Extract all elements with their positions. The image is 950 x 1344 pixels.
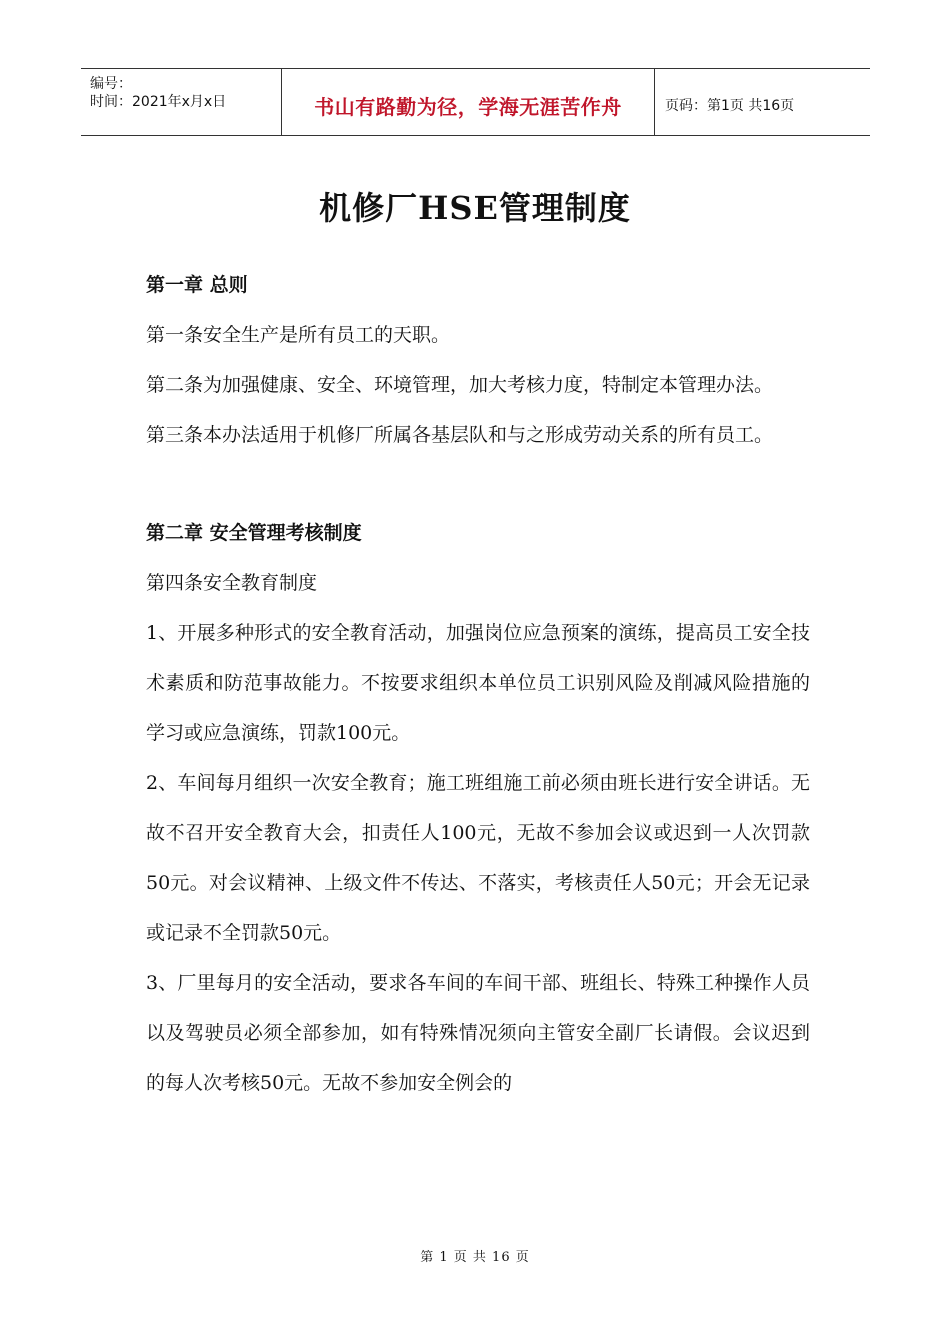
header-page-info: 页码：第1页 共16页: [665, 98, 795, 114]
document-time-label: 时间：2021年x月x日: [90, 94, 227, 110]
chapter-heading: 第一章 总则: [146, 274, 248, 296]
article-paragraph: 第四条安全教育制度: [146, 572, 318, 594]
document-header: [81, 68, 870, 136]
header-motto: 书山有路勤为径，学海无涯苦作舟: [314, 95, 622, 119]
article-paragraph: 2、车间每月组织一次安全教育；施工班组施工前必须由班长进行安全讲话。无故不召开安全教育大会，扣责任人100元，无故不参加会议或迟到一人次罚款50元。对会议精神、上级文件不传达、不落实，考核责任人50元；开会无记录或记录不全罚款50元。: [146, 772, 810, 944]
chapter-heading: 第二章 安全管理考核制度: [146, 522, 362, 544]
header-page-cell: [655, 69, 870, 135]
document-body: [146, 260, 810, 1108]
article-paragraph: 第三条本办法适用于机修厂所属各基层队和与之形成劳动关系的所有员工。: [146, 424, 774, 446]
page-footer: 第 1 页 共 16 页: [420, 1250, 530, 1265]
article-paragraph: 3、厂里每月的安全活动，要求各车间的车间干部、班组长、特殊工种操作人员以及驾驶员必须全部参加，如有特殊情况须向主管安全副厂长请假。会议迟到的每人次考核50元。无故不参加安全例会的: [146, 972, 810, 1094]
article-paragraph: 第二条为加强健康、安全、环境管理，加大考核力度，特制定本管理办法。: [146, 374, 774, 396]
document-number-label: 编号：: [90, 76, 132, 92]
document-title: 机修厂HSE管理制度: [319, 189, 631, 228]
article-paragraph: 1、开展多种形式的安全教育活动，加强岗位应急预案的演练，提高员工安全技术素质和防范事故能力。不按要求组织本单位员工识别风险及削减风险措施的学习或应急演练，罚款100元。: [146, 622, 810, 744]
header-motto-cell: [282, 69, 655, 135]
section-spacer: [146, 460, 810, 508]
article-paragraph: 第一条安全生产是所有员工的天职。: [146, 324, 451, 346]
header-meta-cell: [81, 69, 282, 135]
